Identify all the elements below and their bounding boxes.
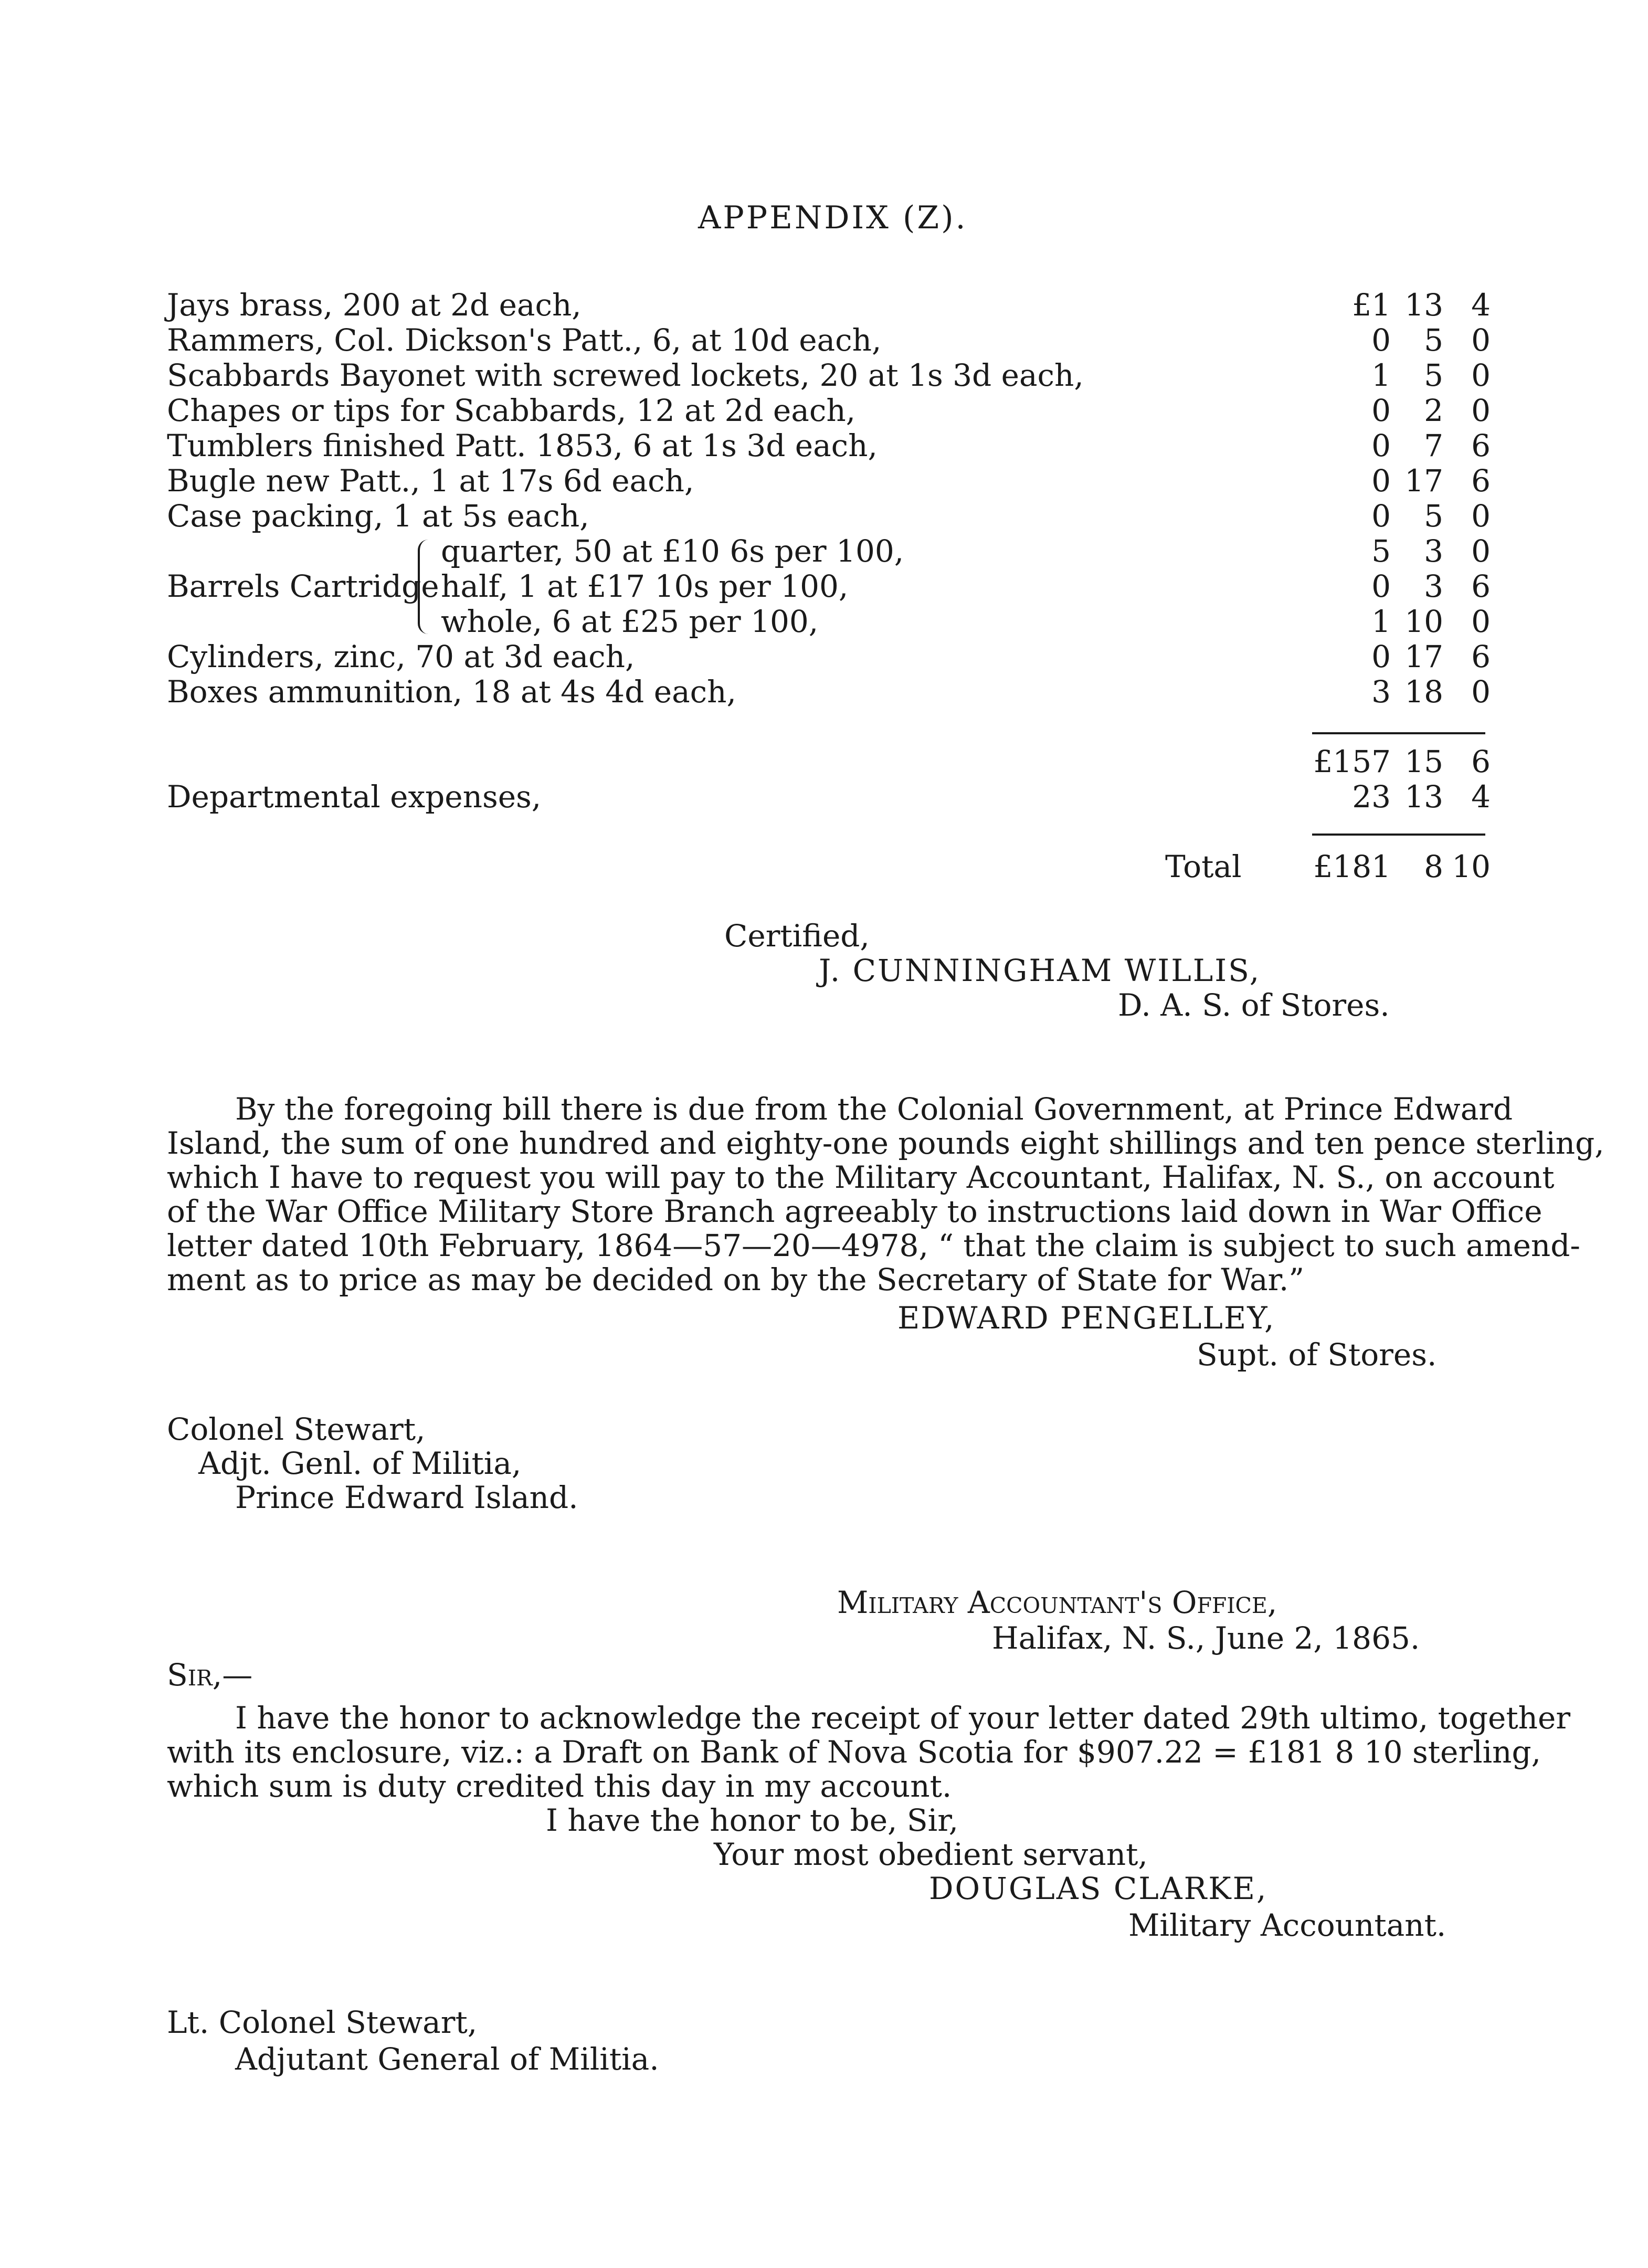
pounds-value: 0 <box>1371 322 1391 358</box>
pounds-value: 5 <box>1371 533 1391 569</box>
paragraph-line: of the War Office Military Store Branch agreeably to instructions laid down in War Office <box>167 1194 1543 1229</box>
closing-line: I have the honor to be, Sir, <box>546 1802 959 1838</box>
total-rule <box>1312 834 1485 836</box>
pence-value: 0 <box>1471 357 1491 393</box>
pence-value: 6 <box>1471 463 1491 499</box>
closing-line: Your most obedient servant, <box>714 1837 1148 1872</box>
total-shillings: 8 <box>1424 849 1443 884</box>
pence-value: 0 <box>1471 604 1491 639</box>
shillings-value: 5 <box>1424 498 1443 534</box>
subtotal-pounds: £157 <box>1313 744 1391 779</box>
office-heading: Military Accountant's Office, <box>837 1585 1277 1620</box>
letter-place-date: Halifax, N. S., June 2, 1865. <box>992 1620 1420 1656</box>
signer-title: Supt. of Stores. <box>1197 1337 1437 1373</box>
paragraph-line: By the foregoing bill there is due from the Colonial Government, at Prince Edward <box>235 1091 1513 1127</box>
letter-line: with its enclosure, viz.: a Draft on Bank of Nova Scotia for $907.22 = £181 8 10 sterling, <box>167 1734 1541 1770</box>
certified-text: Certified, <box>724 918 870 954</box>
item-desc: Jays brass, 200 at 2d each, <box>167 287 582 323</box>
barrels-row-desc: half, 1 at £17 10s per 100, <box>441 568 849 604</box>
item-desc: Bugle new Patt., 1 at 17s 6d each, <box>167 463 694 499</box>
pence-value: 6 <box>1471 568 1491 604</box>
signer-name: EDWARD PENGELLEY, <box>897 1300 1275 1336</box>
pence-value: 0 <box>1471 322 1491 358</box>
barrels-row-desc: quarter, 50 at £10 6s per 100, <box>441 533 904 569</box>
pounds-value: 0 <box>1371 639 1391 674</box>
item-desc: Chapes or tips for Scabbards, 12 at 2d each, <box>167 393 856 428</box>
barrels-label: Barrels Cartridge <box>167 568 439 604</box>
pounds-value: 0 <box>1371 568 1391 604</box>
total-pounds: £181 <box>1313 849 1391 884</box>
pence-value: 0 <box>1471 498 1491 534</box>
item-desc: Boxes ammunition, 18 at 4s 4d each, <box>167 674 736 710</box>
departmental-shillings: 13 <box>1404 779 1443 815</box>
pounds-value: 0 <box>1371 428 1391 463</box>
letter-line: I have the honor to acknowledge the receipt of your letter dated 29th ultimo, together <box>235 1700 1571 1736</box>
shillings-value: 3 <box>1424 568 1443 604</box>
brace-bracket <box>418 540 432 634</box>
departmental-label: Departmental expenses, <box>167 779 542 815</box>
certifier-name: J. CUNNINGHAM WILLIS, <box>819 953 1261 988</box>
shillings-value: 17 <box>1404 463 1443 499</box>
departmental-pounds: 23 <box>1352 779 1391 815</box>
pounds-value: 1 <box>1371 604 1391 639</box>
item-desc: Tumblers finished Patt. 1853, 6 at 1s 3d each, <box>167 428 878 463</box>
paragraph-line: letter dated 10th February, 1864—57—20—4978, “ that the claim is subject to such amend- <box>167 1228 1580 1263</box>
pence-value: 0 <box>1471 674 1491 710</box>
item-desc: Rammers, Col. Dickson's Patt., 6, at 10d each, <box>167 322 882 358</box>
shillings-value: 5 <box>1424 357 1443 393</box>
shillings-value: 10 <box>1404 604 1443 639</box>
subtotal-pence: 6 <box>1471 744 1491 779</box>
paragraph-line: which I have to request you will pay to the Military Accountant, Halifax, N. S., on account <box>167 1159 1555 1195</box>
pounds-value: £1 <box>1352 287 1391 323</box>
salutation: Sir,— <box>167 1657 253 1693</box>
total-pence: 10 <box>1452 849 1491 884</box>
pounds-value: 0 <box>1371 498 1391 534</box>
shillings-value: 13 <box>1404 287 1443 323</box>
subtotal-rule <box>1312 732 1485 734</box>
shillings-value: 3 <box>1424 533 1443 569</box>
item-desc: Cylinders, zinc, 70 at 3d each, <box>167 639 635 674</box>
barrels-row-desc: whole, 6 at £25 per 100, <box>441 604 819 639</box>
shillings-value: 17 <box>1404 639 1443 674</box>
address-line: Prince Edward Island. <box>235 1480 578 1515</box>
pounds-value: 1 <box>1371 357 1391 393</box>
address-line: Adjutant General of Militia. <box>235 2041 659 2077</box>
paragraph-line: Island, the sum of one hundred and eighty-one pounds eight shillings and ten pence sterling, <box>167 1125 1604 1161</box>
pence-value: 4 <box>1471 287 1491 323</box>
signer-title: Military Accountant. <box>1128 1907 1446 1943</box>
page-title: APPENDIX (Z). <box>698 199 968 236</box>
shillings-value: 18 <box>1404 674 1443 710</box>
certifier-title: D. A. S. of Stores. <box>1118 987 1390 1023</box>
address-line: Lt. Colonel Stewart, <box>167 2005 478 2040</box>
subtotal-shillings: 15 <box>1404 744 1443 779</box>
letter-line: which sum is duty credited this day in my account. <box>167 1768 952 1804</box>
item-desc: Scabbards Bayonet with screwed lockets, 20 at 1s 3d each, <box>167 357 1084 393</box>
pence-value: 6 <box>1471 639 1491 674</box>
shillings-value: 7 <box>1424 428 1443 463</box>
pounds-value: 3 <box>1371 674 1391 710</box>
shillings-value: 2 <box>1424 393 1443 428</box>
total-label: Total <box>1165 849 1242 884</box>
pence-value: 6 <box>1471 428 1491 463</box>
pounds-value: 0 <box>1371 393 1391 428</box>
paragraph-line: ment as to price as may be decided on by the Secretary of State for War.” <box>167 1262 1304 1297</box>
signer-name: DOUGLAS CLARKE, <box>929 1871 1268 1906</box>
item-desc: Case packing, 1 at 5s each, <box>167 498 589 534</box>
address-line: Colonel Stewart, <box>167 1411 426 1447</box>
shillings-value: 5 <box>1424 322 1443 358</box>
pence-value: 0 <box>1471 393 1491 428</box>
address-line: Adjt. Genl. of Militia, <box>198 1446 522 1481</box>
departmental-pence: 4 <box>1471 779 1491 815</box>
pounds-value: 0 <box>1371 463 1391 499</box>
pence-value: 0 <box>1471 533 1491 569</box>
